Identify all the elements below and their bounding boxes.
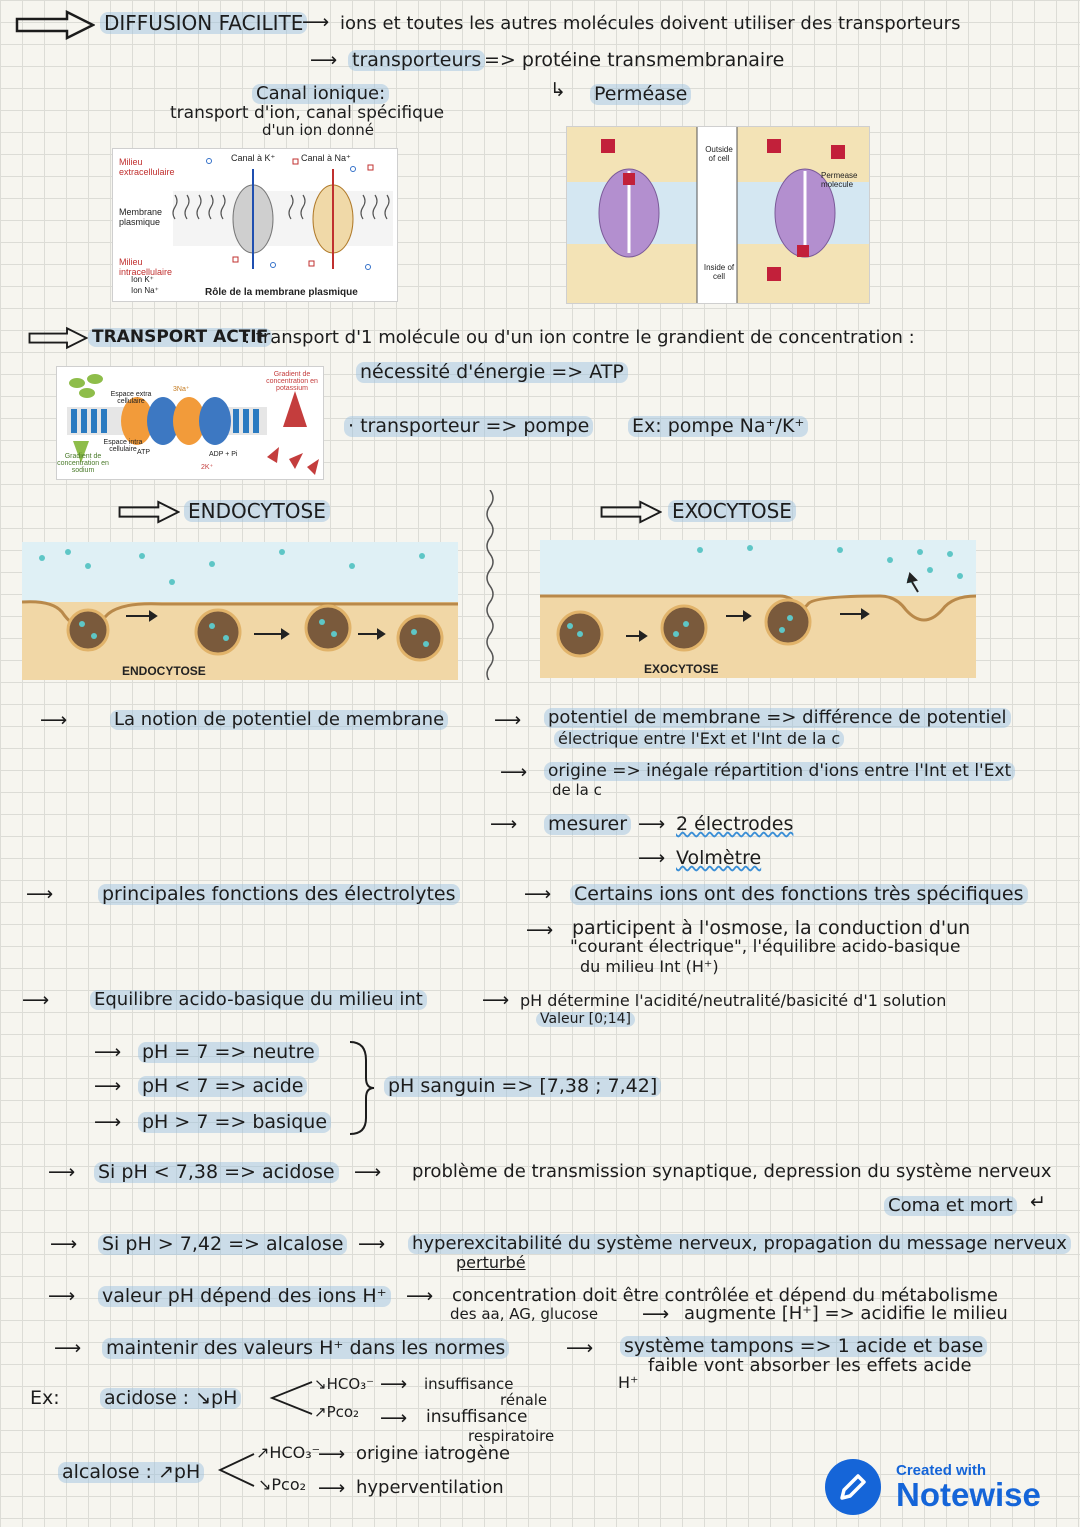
arrow-symbol: ⟶ xyxy=(526,919,554,941)
ph-basique: pH > 7 => basique xyxy=(138,1112,331,1133)
canal-na-label: Canal à Na⁺ xyxy=(301,153,351,163)
alcalose-effect: hyperexcitabilité du système nerveux, propagation du message nerveux xyxy=(408,1234,1071,1254)
acidose-effect: problème de transmission synaptique, depression du système nerveux xyxy=(412,1161,1052,1182)
acidose-coma: Coma et mort xyxy=(884,1196,1017,1216)
arrow-symbol: ⟶ xyxy=(406,1285,434,1307)
transport-actif-transporter: · transporteur => pompe xyxy=(344,416,593,437)
arrow-symbol: ⟶ xyxy=(638,813,666,835)
transport-actif-title: TRANSPORT ACTIF xyxy=(88,328,272,347)
alcalose-cond: Si pH > 7,42 => alcalose xyxy=(98,1234,347,1255)
pump-figure xyxy=(56,366,324,480)
equilibre-ph-def: pH détermine l'acidité/neutralité/basicité d'1 solution xyxy=(520,991,947,1010)
milieu-extra-label: Milieu extracellulaire xyxy=(119,157,175,177)
diffusion-transporteurs: transporteurs xyxy=(348,50,485,71)
arrow-symbol: ⟶ xyxy=(94,1075,122,1097)
permease-figure xyxy=(566,126,870,304)
equilibre-ph-range: Valeur [0;14] xyxy=(536,1012,635,1027)
arrow-symbol: ⟶ xyxy=(48,1285,76,1307)
arrow-symbol: ⟶ xyxy=(48,1161,76,1183)
insuf-renale-1: insuffisance xyxy=(424,1375,514,1393)
arrow-symbol: ⟶ xyxy=(380,1373,408,1395)
brace-icon xyxy=(346,1040,376,1136)
ph-sanguin: pH sanguin => [7,38 ; 7,42] xyxy=(384,1076,661,1097)
transport-actif-example: Ex: pompe Na⁺/K⁺ xyxy=(628,416,808,437)
arrow-symbol: ⟶ xyxy=(302,11,330,33)
created-with-label: Created with xyxy=(896,1462,987,1479)
arrow-symbol: ⟶ xyxy=(490,813,518,835)
potentiel-def1: potentiel de membrane => différence de potentiel xyxy=(544,708,1011,728)
potentiel-mesurer: mesurer xyxy=(544,814,631,835)
example-pco2-up: ↗Pco₂ xyxy=(314,1403,360,1421)
electrolytes-label: principales fonctions des électrolytes xyxy=(98,884,460,905)
exocytose-title: EXOCYTOSE xyxy=(668,500,796,522)
ph-neutre: pH = 7 => neutre xyxy=(138,1042,319,1063)
pump-extra-label: Espace extra cellulaire xyxy=(110,391,152,405)
arrow-symbol: ⟶ xyxy=(26,883,54,905)
membrane-caption: Rôle de la membrane plasmique xyxy=(205,287,358,298)
ion-k-legend: Ion K⁺ xyxy=(131,275,154,284)
pump-intra-label: Espace intra cellulaire xyxy=(103,439,143,453)
tampon-label: maintenir des valeurs H⁺ dans les normes xyxy=(102,1338,509,1359)
insuf-resp-2: respiratoire xyxy=(468,1427,555,1445)
arrow-symbol: ⟶ xyxy=(310,49,338,71)
pump-adp: ADP + Pi xyxy=(209,451,238,458)
arrow-symbol: ⟶ xyxy=(642,1303,670,1325)
diffusion-proteine: => protéine transmembranaire xyxy=(484,49,785,71)
pump-2k: 2K⁺ xyxy=(201,464,214,471)
heading-arrow-icon xyxy=(28,326,88,350)
arrow-symbol: ⟶ xyxy=(524,883,552,905)
exocytose-diagram xyxy=(540,540,976,678)
canal-desc2: d'un ion donné xyxy=(262,121,374,139)
branch-icon xyxy=(268,1378,314,1418)
electrolytes-f1: Certains ions ont des fonctions très spécifiques xyxy=(570,884,1028,905)
ions-h-desc2a: des aa, AG, glucose xyxy=(450,1305,599,1323)
arrow-symbol: ⟶ xyxy=(94,1111,122,1133)
potentiel-electrodes: 2 électrodes xyxy=(676,813,794,835)
ions-h-desc2b: augmente [H⁺] => acidifie le milieu xyxy=(684,1303,1008,1324)
membrane-label: Membrane plasmique xyxy=(119,207,163,227)
insuf-renale-2: rénale xyxy=(500,1391,548,1409)
acidose-cond: Si pH < 7,38 => acidose xyxy=(94,1162,339,1183)
arrow-symbol: ⟶ xyxy=(54,1337,82,1359)
examples-ex: Ex: xyxy=(30,1387,60,1409)
pump-3na: 3Na⁺ xyxy=(173,386,190,393)
heading-arrow-icon xyxy=(600,500,662,524)
arrow-symbol: ⟶ xyxy=(358,1233,386,1255)
example-hco3-down: ↘HCO₃⁻ xyxy=(314,1375,375,1393)
diffusion-permease: Perméase xyxy=(590,84,691,105)
insuf-resp-1: insuffisance xyxy=(426,1407,528,1427)
arrow-symbol: ⟶ xyxy=(380,1407,408,1429)
canal-title: Canal ionique: xyxy=(252,84,389,104)
canal-k-label: Canal à K⁺ xyxy=(231,153,276,163)
ions-h-desc1: concentration doit être contrôlée et dépend du métabolisme xyxy=(452,1285,998,1306)
ph-acide: pH < 7 => acide xyxy=(138,1076,307,1097)
endocytose-diagram xyxy=(22,542,458,680)
arrow-symbol: ⟶ xyxy=(482,989,510,1011)
potentiel-voltmetre: Volmètre xyxy=(676,847,762,869)
electrolytes-f2c: du milieu Int (H⁺) xyxy=(580,957,719,976)
tampon-desc2: faible vont absorber les effets acide xyxy=(648,1355,972,1376)
transport-actif-energy: nécessité d'énergie => ATP xyxy=(356,362,628,383)
arrow-symbol: ⟶ xyxy=(50,1233,78,1255)
tampon-h: H⁺ xyxy=(618,1373,639,1392)
potentiel-origine1: origine => inégale répartition d'ions entre l'Int et l'Ext xyxy=(544,762,1015,781)
potentiel-def2: électrique entre l'Ext et l'Int de la c xyxy=(554,730,844,748)
pump-atp: ATP xyxy=(137,449,151,456)
tampon-desc1: système tampons => 1 acide et base xyxy=(620,1336,987,1357)
transport-actif-def: : transport d'1 molécule ou d'un ion contre le grandient de concentration : xyxy=(244,327,915,348)
potentiel-label: La notion de potentiel de membrane xyxy=(110,710,448,730)
equilibre-label: Equilibre acido-basique du milieu int xyxy=(90,990,427,1010)
example-iatrogene: origine iatrogène xyxy=(356,1443,511,1464)
endocytose-figure xyxy=(22,542,458,680)
ions-h-label: valeur pH dépend des ions H⁺ xyxy=(98,1286,391,1307)
heading-arrow-icon xyxy=(15,10,95,40)
arrow-symbol: ⟶ xyxy=(22,989,50,1011)
arrow-symbol: ⟶ xyxy=(494,709,522,731)
example-hco3-up: ↗HCO₃⁻ xyxy=(256,1443,321,1462)
arrow-symbol: ⟶ xyxy=(566,1337,594,1359)
notewise-brand: Notewise xyxy=(896,1476,1041,1513)
endocytose-caption: ENDOCYTOSE xyxy=(122,664,206,678)
exocytose-caption: EXOCYTOSE xyxy=(644,662,719,676)
arrow-symbol: ⟶ xyxy=(354,1161,382,1183)
electrolytes-f2a: participent à l'osmose, la conduction d'un xyxy=(572,917,971,939)
arrow-symbol: ↳ xyxy=(550,79,566,101)
pump-gradient-na: Gradient de concentration en sodium xyxy=(57,453,109,474)
exocytose-figure xyxy=(540,540,976,678)
pencil-logo-icon xyxy=(824,1458,882,1516)
potentiel-origine2: de la c xyxy=(552,781,602,799)
heading-arrow-icon xyxy=(118,500,180,524)
pump-gradient-k: Gradient de concentration en potassium xyxy=(266,371,318,392)
diffusion-line1: ions et toutes les autres molécules doivent utiliser des transporteurs xyxy=(340,13,961,34)
example-hyperventilation: hyperventilation xyxy=(356,1477,504,1498)
arrow-symbol: ⟶ xyxy=(318,1443,346,1465)
example-pco2-down: ↘Pco₂ xyxy=(258,1475,307,1494)
return-arrow-icon: ↵ xyxy=(1030,1191,1046,1213)
arrow-symbol: ⟶ xyxy=(40,709,68,731)
inside-cell-label: Inside of cell xyxy=(703,263,735,281)
outside-cell-label: Outside of cell xyxy=(705,145,733,163)
arrow-symbol: ⟶ xyxy=(318,1477,346,1499)
ion-na-legend: Ion Na⁺ xyxy=(131,286,159,295)
membrane-channels-figure xyxy=(112,148,398,302)
canal-desc1: transport d'ion, canal spécifique xyxy=(170,103,445,123)
diffusion-title: DIFFUSION FACILITE xyxy=(100,12,307,34)
milieu-intra-label: Milieu intracellulaire xyxy=(119,257,173,277)
example-alcalose: alcalose : ↗pH xyxy=(58,1462,204,1483)
arrow-symbol: ⟶ xyxy=(500,761,528,783)
notewise-badge[interactable] xyxy=(824,1458,1068,1518)
alcalose-perturbe: perturbé xyxy=(456,1253,526,1272)
electrolytes-f2b: "courant électrique", l'équilibre acido-basique xyxy=(570,937,961,957)
divider-wave xyxy=(482,490,498,680)
example-acidose: acidose : ↘pH xyxy=(100,1388,241,1409)
permease-molecule-label: Permease molecule xyxy=(821,171,858,189)
arrow-symbol: ⟶ xyxy=(638,847,666,869)
endocytose-title: ENDOCYTOSE xyxy=(184,500,330,522)
arrow-symbol: ⟶ xyxy=(94,1041,122,1063)
branch-icon xyxy=(216,1450,256,1490)
